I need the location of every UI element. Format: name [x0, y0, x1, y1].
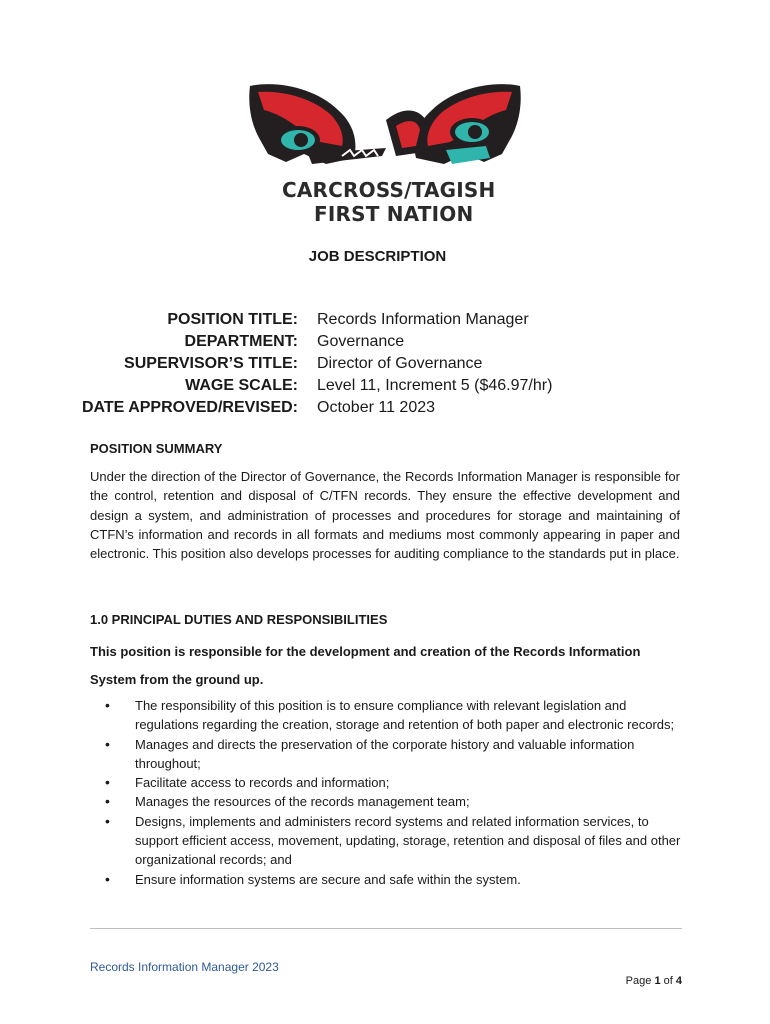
page-prefix: Page — [625, 975, 652, 987]
list-item: • The responsibility of this position is to ensure compliance with relevant legislation and regulations regarding the creation, storage and retention of both paper and electronic records; — [90, 696, 690, 735]
raven-crest-icon — [246, 80, 524, 180]
field-value: Governance — [317, 333, 405, 350]
field-department — [0, 333, 770, 355]
summary-heading: POSITION SUMMARY — [90, 441, 223, 456]
field-label: WAGE SCALE: — [185, 377, 298, 394]
duties-list — [90, 696, 690, 889]
field-value: October 11 2023 — [317, 399, 436, 416]
organization-name-line2: FIRST NATION — [314, 202, 474, 226]
page-number — [626, 975, 682, 987]
page-total: 4 — [675, 975, 682, 987]
list-item: • Manages and directs the preservation of the corporate history and valuable information throughout; — [90, 735, 690, 774]
list-item: • Manages the resources of the records management team; — [90, 792, 690, 811]
list-item: • Ensure information systems are secure and safe within the system. — [90, 870, 690, 889]
field-label: SUPERVISOR’S TITLE: — [124, 355, 298, 372]
field-value: Level 11, Increment 5 ($46.97/hr) — [317, 377, 553, 394]
list-item: • Facilitate access to records and information; — [90, 773, 690, 792]
organization-name — [246, 178, 536, 226]
field-value: Director of Governance — [317, 355, 483, 372]
field-value: Records Information Manager — [317, 311, 529, 328]
page-current: 1 — [654, 975, 661, 987]
field-position-title — [0, 311, 770, 333]
document-title: JOB DESCRIPTION — [308, 248, 447, 265]
duties-heading: 1.0 PRINCIPAL DUTIES AND RESPONSIBILITIES — [90, 612, 388, 627]
position-details — [0, 311, 770, 421]
duties-intro: This position is responsible for the development and creation of the Records Information System from the ground up. — [90, 644, 641, 687]
page-of: of — [663, 975, 673, 987]
list-item: • Designs, implements and administers record systems and related information services, to support efficient access, movement, updating, storage, retention and disposal of files and other organizational records; and — [90, 812, 690, 870]
footer-divider — [90, 928, 682, 929]
field-supervisor-title — [0, 355, 770, 377]
field-label: POSITION TITLE: — [167, 311, 298, 328]
organization-name-line1: CARCROSS/TAGISH — [282, 178, 496, 202]
field-wage-scale — [0, 377, 770, 399]
field-label: DEPARTMENT: — [184, 333, 298, 350]
field-date-approved — [0, 399, 770, 421]
footer-document-name: Records Information Manager 2023 — [90, 960, 279, 974]
summary-paragraph: Under the direction of the Director of Governance, the Records Information Manager is responsible for the control, retention and disposal of C/TFN records. They ensure the effective development and design a system, and administration of processes and procedures for storage and maintaining of CTFN’s information and records in all formats and mediums most commonly appearing in paper and electronic. This position also develops processes for auditing compliance to the standards put in place. — [90, 469, 680, 562]
field-label: DATE APPROVED/REVISED: — [81, 399, 298, 416]
